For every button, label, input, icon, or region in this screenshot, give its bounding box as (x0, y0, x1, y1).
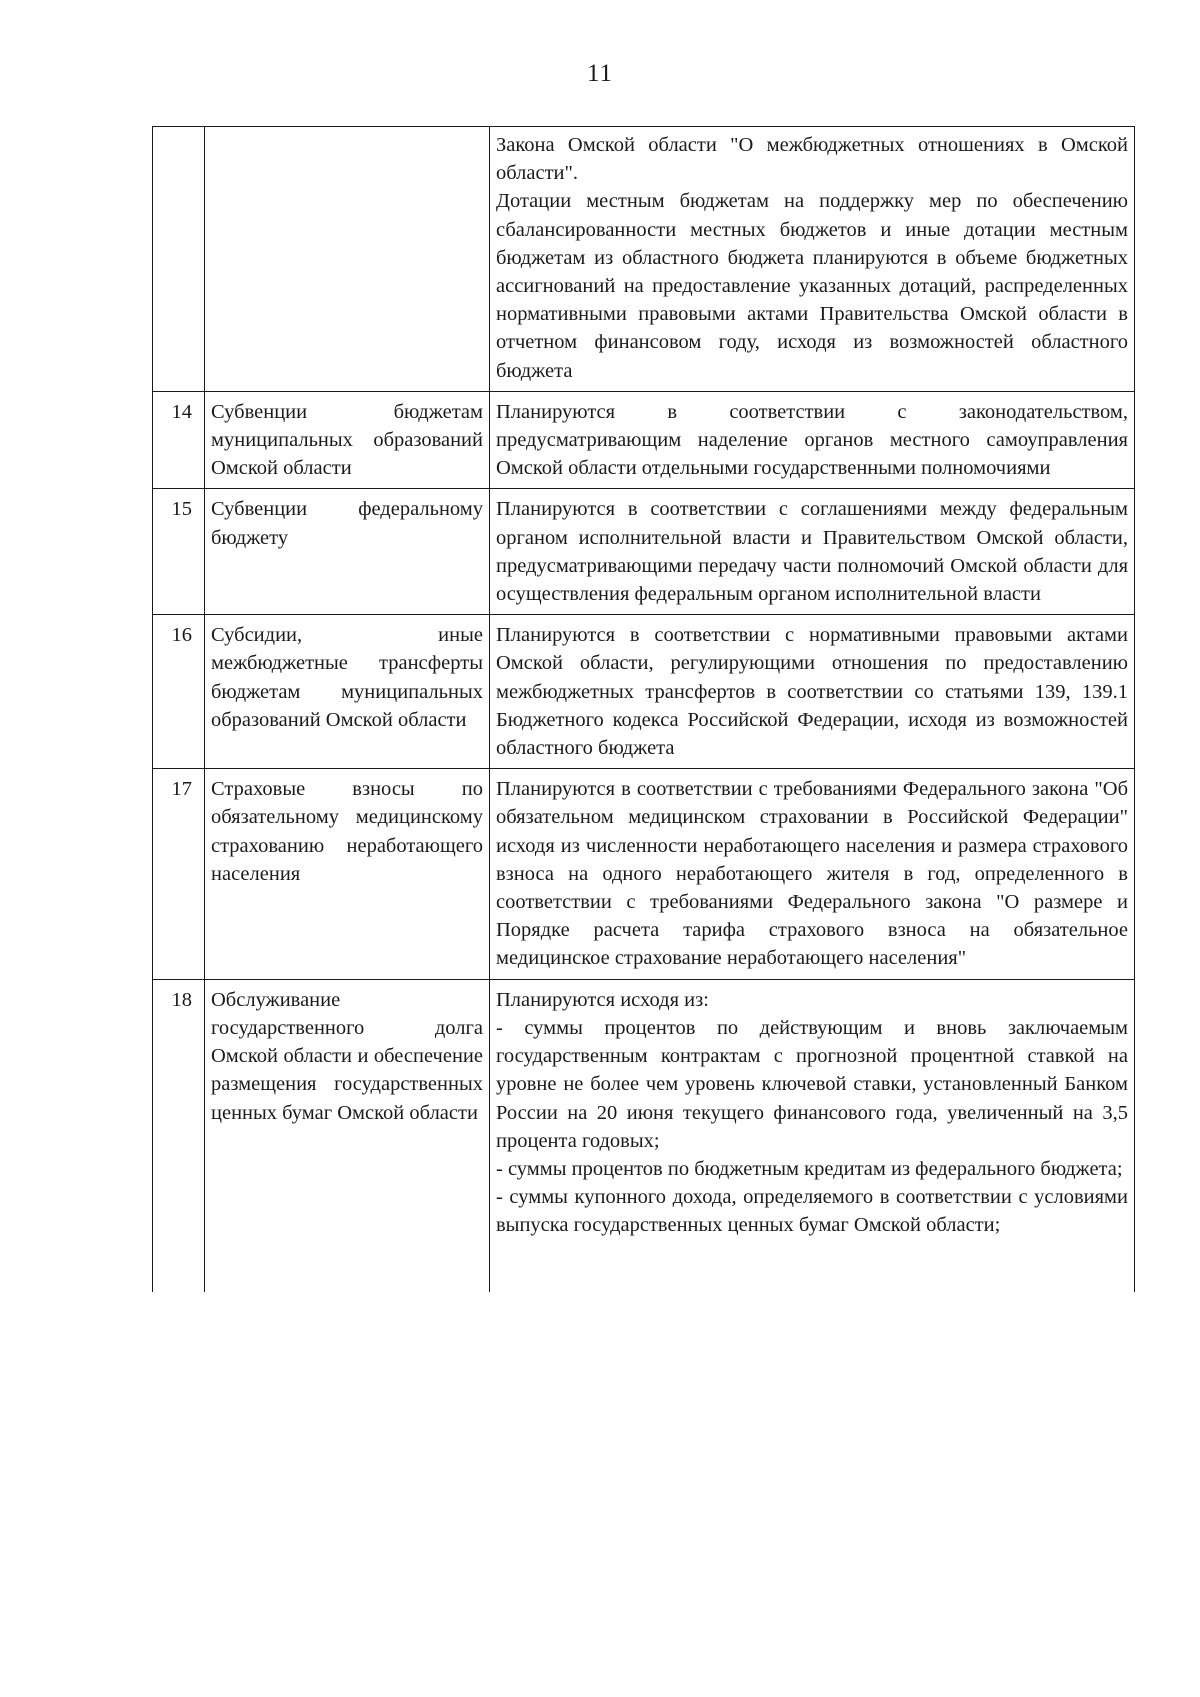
table-row (153, 615, 1135, 769)
row-description (490, 769, 1135, 979)
row-number (153, 127, 205, 392)
page-number: 11 (586, 60, 614, 87)
row-number: 18 (153, 979, 205, 1292)
row-description (490, 489, 1135, 615)
description-paragraph: Дотации местным бюджетам на поддержку мер по обеспечению сбалансированности местных бюджетов и иные дотации местным бюджетам из областного бюджета планируются в объеме бюджетных ассигнований на предоставление указанных дотаций, распределенных нормативными правовыми актами Правительства Омской области в отчетном финансовом году, исходя из возможностей областного бюджета (496, 190, 1128, 382)
description-paragraph: Планируются в соответствии с законодательством, предусматривающим наделение органов местного самоуправления Омской области отдельными государственными полномочиями (496, 400, 1128, 480)
table-row (153, 391, 1135, 489)
row-name (205, 615, 490, 769)
row-name (205, 489, 490, 615)
row-number: 15 (153, 489, 205, 615)
description-paragraph: Планируются в соответствии с нормативными правовыми актами Омской области, регулирующими отношения по предоставлению межбюджетных трансфертов в соответствии со статьями 139, 139.1 Бюджетного кодекса Российской Федерации, исходя из возможностей областного бюджета (496, 624, 1128, 760)
row-name-text: Субвенции федеральному бюджету (211, 498, 483, 549)
row-name (205, 391, 490, 489)
description-paragraph: - суммы купонного дохода, определяемого в соответствии с условиями выпуска государственных ценных бумаг Омской области; (496, 1186, 1128, 1237)
description-paragraph: Планируются исходя из: (496, 988, 709, 1011)
row-name (205, 979, 490, 1292)
row-number: 16 (153, 615, 205, 769)
description-paragraph: Планируются в соответствии с требованиями Федерального закона "Об обязательном медицинском страховании в Российской Федерации" исходя из численности неработающего населения и размера страхового взноса на одного неработающего жителя в год, определенного в соответствии с требованиями Федерального закона "О размере и Порядке расчета тарифа страхового взноса на обязательное медицинское страхование неработающего населения" (496, 778, 1128, 970)
row-number: 14 (153, 391, 205, 489)
row-name-text: Страховые взносы по обязательному медицинскому страхованию неработающего населения (211, 778, 483, 885)
table-row (153, 979, 1135, 1292)
row-description (490, 979, 1135, 1292)
row-name (205, 127, 490, 392)
table-row (153, 127, 1135, 392)
row-description (490, 127, 1135, 392)
row-description (490, 391, 1135, 489)
table-row (153, 769, 1135, 979)
row-number: 17 (153, 769, 205, 979)
description-paragraph: Планируются в соответствии с соглашениями между федеральным органом исполнительной власти и Правительством Омской области, предусматривающими передачу части полномочий Омской области для осуществления федеральным органом исполнительной власти (496, 498, 1128, 606)
row-name-text: Субвенции бюджетам муниципальных образований Омской области (211, 400, 483, 480)
description-paragraph: - суммы процентов по бюджетным кредитам из федерального бюджета; (496, 1157, 1123, 1180)
row-name-text: Субсидии, иные межбюджетные трансферты бюджетам муниципальных образований Омской области (211, 624, 483, 731)
description-paragraph: - суммы процентов по действующим и вновь заключаемым государственным контрактам с прогнозной процентной ставкой на уровне не более чем уровень ключевой ставки, установленный Банком России на 20 июня текущего финансового года, увеличенный на 3,5 процента годовых; (496, 1016, 1128, 1152)
description-paragraph: Закона Омской области "О межбюджетных отношениях в Омской области". (496, 134, 1128, 185)
row-name (205, 769, 490, 979)
table-row (153, 489, 1135, 615)
row-name-text: Обслуживание государственного долга Омской области и обеспечение размещения государственных ценных бумаг Омской области (211, 988, 483, 1124)
planning-table (152, 126, 1135, 1292)
row-description (490, 615, 1135, 769)
